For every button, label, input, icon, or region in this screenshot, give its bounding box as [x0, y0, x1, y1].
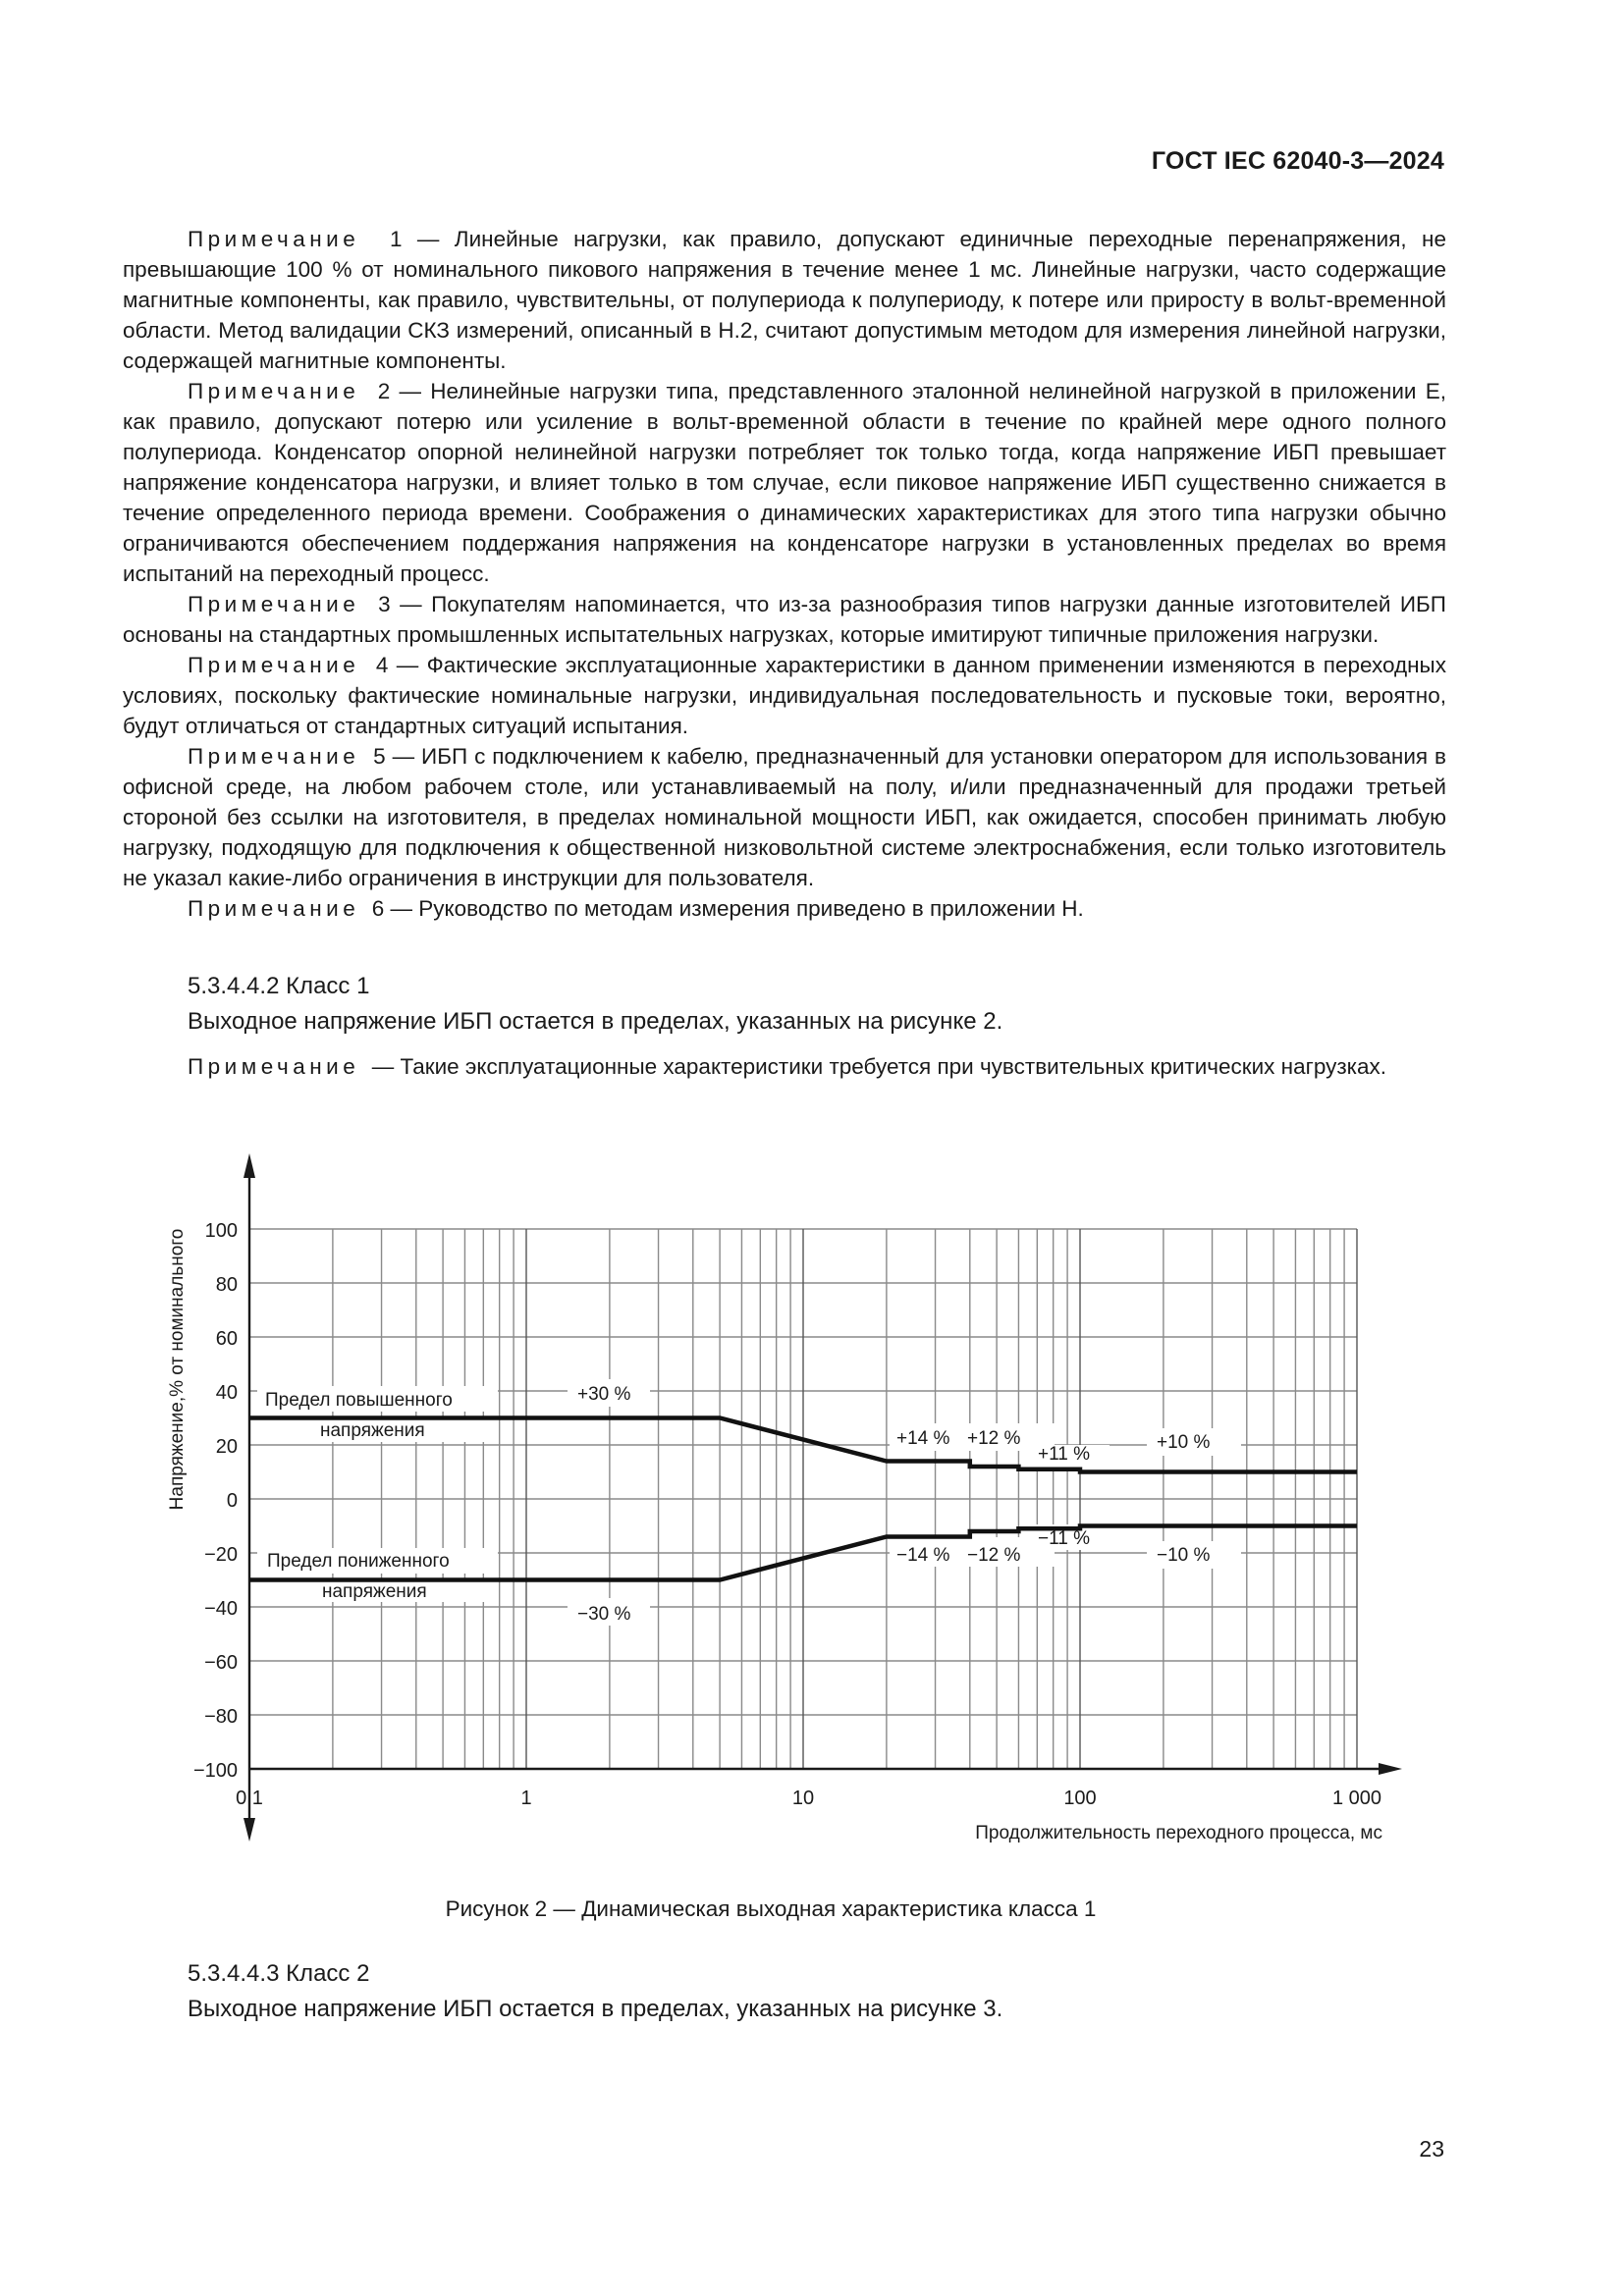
section-body-class1: Выходное напряжение ИБП остается в пределах, указанных на рисунке 2. [188, 1008, 1003, 1035]
note-label: Примечание [188, 1054, 360, 1079]
svg-text:1 000: 1 000 [1331, 1788, 1382, 1809]
svg-text:0,1: 0,1 [236, 1788, 263, 1809]
note-1: Примечание 1 — Линейные нагрузки, как правило, допускают единичные переходные перенапряжения, не превышающие 100 % от номинального пикового напряжения в течение менее 1 мс. Линейные нагрузки, часто содержащие магнитные компоненты, как правило, чувствительны, от полупериода к полупериоду, к потере или приросту в вольт-временной области. Метод валидации СКЗ измерений, описанный в Н.2, считают допустимым методом для измерения линейной нагрузки, содержащей магнитные компоненты. [123, 227, 1446, 373]
note-label: Примечание [188, 744, 360, 769]
x-axis-right-arrow-icon [1379, 1763, 1402, 1775]
annotation-plus-30: +30 % [577, 1384, 631, 1405]
figure-caption: Рисунок 2 — Динамическая выходная характеристика класса 1 [445, 1896, 1097, 1921]
note-label: Примечание [188, 896, 360, 921]
annotation-plus-12: +12 % [967, 1428, 1021, 1449]
section-body-class2: Выходное напряжение ИБП остается в пределах, указанных на рисунке 3. [188, 1996, 1003, 2022]
note-6: Примечание 6 — Руководство по методам измерения приведено в приложении Н. [188, 896, 1084, 921]
svg-text:0: 0 [226, 1490, 238, 1512]
section-heading-class1: 5.3.4.4.2 Класс 1 [188, 973, 370, 999]
annotation-plus-11: +11 % [1038, 1444, 1090, 1465]
annotation-plus-10: +10 % [1157, 1432, 1211, 1453]
note-label: Примечание [188, 592, 360, 616]
svg-text:100: 100 [204, 1220, 238, 1242]
upper-limit-label: Предел повышенного [265, 1390, 453, 1411]
annotation-plus-14: +14 % [896, 1428, 950, 1449]
svg-text:−100: −100 [192, 1760, 238, 1782]
svg-text:40: 40 [215, 1382, 238, 1404]
svg-text:−20: −20 [204, 1544, 238, 1566]
y-tick-labels [193, 1220, 238, 1782]
svg-text:−60: −60 [204, 1652, 238, 1674]
svg-text:100: 100 [1063, 1788, 1097, 1809]
note-3: Примечание 3 — Покупателям напоминается, что из-за разнообразия типов нагрузки данные изготовителей ИБП основаны на стандартных промышленных испытательных нагрузках, которые имитируют типичные приложения нагрузки. [123, 592, 1446, 647]
annotation-minus-30: −30 % [577, 1604, 631, 1625]
y-axis-title: Напряжение,% от номинального [167, 1228, 188, 1511]
y-axis-up-arrow-icon [244, 1153, 255, 1178]
svg-text:10: 10 [791, 1788, 815, 1809]
x-axis-title: Продолжительность переходного процесса, мс [975, 1823, 1382, 1843]
upper-limit-label-2: напряжения [320, 1420, 425, 1441]
section-note-class1: Примечание — Такие эксплуатационные характеристики требуется при чувствительных критических нагрузках. [188, 1054, 1387, 1079]
note-5: Примечание 5 — ИБП с подключением к кабелю, предназначенный для установки оператором для использования в офисной среде, на любом рабочем столе, или устанавливаемый на полу, и/или предназначенный для продажи третьей стороной без ссылки на изготовителя, в пределах номинальной мощности ИБП, как ожидается, способен принимать любую нагрузку, подходящую для подключения к общественной низковольтной системе электроснабжения, если только изготовитель не указал какие-либо ограничения в инструкции для пользователя. [123, 744, 1446, 890]
annotation-minus-14: −14 % [896, 1545, 950, 1566]
lower-limit-label: Предел пониженного [267, 1551, 450, 1572]
svg-text:60: 60 [215, 1328, 238, 1350]
annotation-minus-10: −10 % [1157, 1545, 1211, 1566]
annotation-minus-11: −11 % [1038, 1528, 1090, 1549]
y-axis-down-arrow-icon [244, 1818, 255, 1842]
x-tick-labels [236, 1788, 1381, 1809]
section-heading-class2: 5.3.4.4.3 Класс 2 [188, 1960, 370, 1987]
annotation-minus-12: −12 % [967, 1545, 1021, 1566]
svg-text:1: 1 [520, 1788, 532, 1809]
note-4: Примечание 4 — Фактические эксплуатационные характеристики в данном применении изменяются в переходных условиях, поскольку фактические номинальные нагрузки, индивидуальная последовательность и пусковые токи, вероятно, будут отличаться от стандартных ситуаций испытания. [123, 653, 1446, 738]
svg-text:80: 80 [215, 1274, 238, 1296]
document-header: ГОСТ IEC 62040-3—2024 [1151, 147, 1444, 175]
svg-text:20: 20 [215, 1436, 238, 1458]
note-label: Примечание [188, 227, 360, 251]
lower-limit-label-2: напряжения [322, 1581, 427, 1602]
note-label: Примечание [188, 379, 360, 403]
svg-text:−80: −80 [204, 1706, 238, 1728]
page-number: 23 [1419, 2136, 1444, 2162]
chart-axes [244, 1153, 1402, 1842]
svg-text:−40: −40 [204, 1598, 238, 1620]
note-2: Примечание 2 — Нелинейные нагрузки типа, представленного эталонной нелинейной нагрузкой в приложении Е, как правило, допускают потерю или усиление в вольт-временной области в течение по крайней мере одного полного полупериода. Конденсатор опорной нелинейной нагрузки потребляет ток только тогда, когда напряжение ИБП превышает напряжение конденсатора нагрузки, и влияет только в том случае, если пиковое напряжение ИБП существенно снижается в течение определенного периода времени. Соображения о динамических характеристиках для этого типа нагрузки обычно ограничиваются обеспечением поддержания напряжения на конденсаторе нагрузки в установленных пределах во время испытаний на переходный процесс. [123, 379, 1446, 586]
series-labels [265, 1390, 453, 1602]
note-label: Примечание [188, 653, 360, 677]
